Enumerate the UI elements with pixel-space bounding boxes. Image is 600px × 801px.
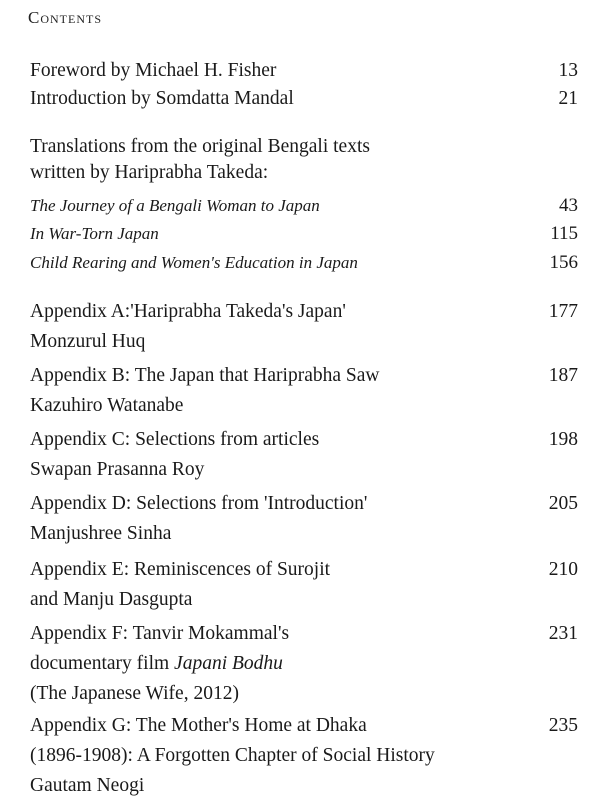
toc-entry-author: Swapan Prasanna Roy xyxy=(30,459,205,480)
toc-entry-introduction[interactable] xyxy=(30,86,578,112)
toc-page-number: 115 xyxy=(550,223,578,244)
page-title: Contents xyxy=(28,8,103,27)
toc-page-number: 231 xyxy=(548,623,578,644)
toc-entry-appendix-f[interactable] xyxy=(30,619,578,709)
toc-text: documentary film xyxy=(30,653,175,674)
toc-entry-appendix-a[interactable] xyxy=(30,297,578,357)
toc-entry-title: In War-Torn Japan xyxy=(30,224,159,243)
section-intro-line: written by Hariprabha Takeda: xyxy=(30,162,269,183)
toc-entry-title-cont: (1896-1908): A Forgotten Chapter of Social History xyxy=(30,745,435,766)
toc-entry-appendix-g[interactable] xyxy=(30,711,578,801)
toc-page-number: 156 xyxy=(549,252,578,273)
toc-page-number: 43 xyxy=(559,195,578,216)
toc-entry-author: Gautam Neogi xyxy=(30,775,145,796)
toc-entry-title: Foreword by Michael H. Fisher xyxy=(30,60,277,81)
toc-entry-appendix-c[interactable] xyxy=(30,425,578,485)
section-intro-line: Translations from the original Bengali texts xyxy=(30,136,370,157)
toc-entry-title: Appendix B: The Japan that Hariprabha Saw xyxy=(30,365,380,386)
toc-entry-author: Monzurul Huq xyxy=(30,331,146,352)
toc-page-number: 205 xyxy=(548,493,578,514)
translations-section-intro xyxy=(30,134,578,186)
toc-entry-author: and Manju Dasgupta xyxy=(30,589,193,610)
toc-entry-appendix-d[interactable] xyxy=(30,489,578,549)
toc-entry-title: Appendix D: Selections from 'Introduction' xyxy=(30,493,368,514)
toc-entry-title-cont xyxy=(30,649,578,679)
toc-page-number: 210 xyxy=(548,559,578,580)
toc-entry-title-cont: (The Japanese Wife, 2012) xyxy=(30,683,239,704)
toc-entry-title: Introduction by Somdatta Mandal xyxy=(30,88,294,109)
toc-entry-title: Appendix E: Reminiscences of Surojit xyxy=(30,559,331,580)
toc-page-number: 177 xyxy=(548,301,578,322)
toc-entry-appendix-e[interactable] xyxy=(30,555,578,615)
toc-page-number: 187 xyxy=(548,365,578,386)
toc-page-number: 235 xyxy=(548,715,578,736)
toc-entry-title: Appendix G: The Mother's Home at Dhaka xyxy=(30,715,367,736)
film-title: Japani Bodhu xyxy=(174,653,283,674)
toc-entry-war-torn[interactable] xyxy=(30,223,578,245)
toc-entry-author: Kazuhiro Watanabe xyxy=(30,395,184,416)
toc-page-number: 21 xyxy=(558,88,578,109)
toc-entry-title: Appendix F: Tanvir Mokammal's xyxy=(30,623,290,644)
toc-entry-foreword[interactable] xyxy=(30,58,578,84)
toc-entry-title: Appendix A:'Hariprabha Takeda's Japan' xyxy=(30,301,346,322)
toc-entry-appendix-b[interactable] xyxy=(30,361,578,421)
toc-entry-title: The Journey of a Bengali Woman to Japan xyxy=(30,196,320,215)
toc-page-number: 198 xyxy=(548,429,578,450)
toc-entry-child-rearing[interactable] xyxy=(30,252,578,274)
toc-entry-journey[interactable] xyxy=(30,195,578,217)
toc-entry-title: Appendix C: Selections from articles xyxy=(30,429,320,450)
toc-entry-title: Child Rearing and Women's Education in Japan xyxy=(30,253,358,272)
toc-entry-author: Manjushree Sinha xyxy=(30,523,172,544)
toc-page-number: 13 xyxy=(558,60,578,81)
